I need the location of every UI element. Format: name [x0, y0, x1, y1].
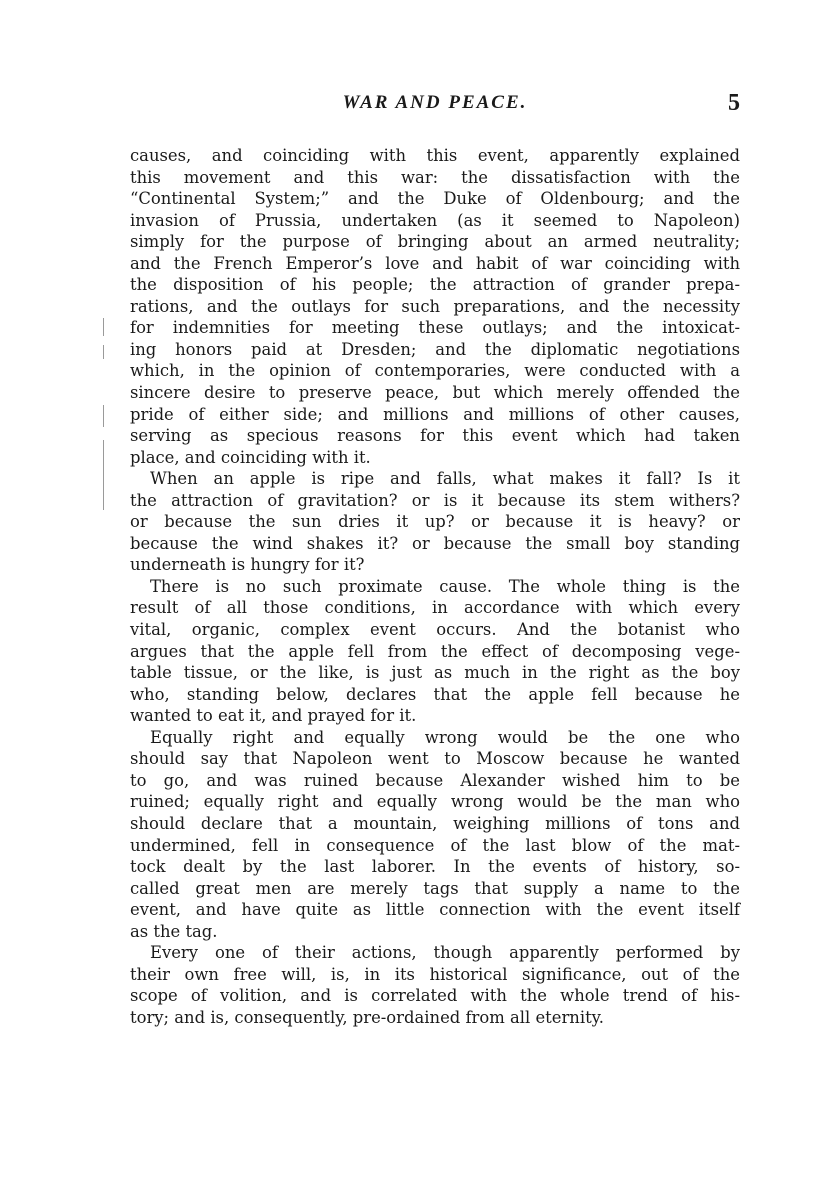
- text-line: ruined; equally right and equally wrong would be the man who: [130, 792, 740, 812]
- text-line: rations, and the outlays for such preparations, and the necessity: [130, 296, 740, 316]
- running-title: WAR AND PEACE.: [342, 92, 528, 113]
- text-line: called great men are merely tags that supply a name to the: [130, 878, 740, 898]
- text-line: event, and have quite as little connection with the event itself: [130, 900, 740, 920]
- page-number: 5: [728, 90, 740, 116]
- text-line: tory; and is, consequently, pre-ordained from all eternity.: [130, 1007, 604, 1027]
- body-text: [130, 145, 740, 1028]
- text-line: wanted to eat it, and prayed for it.: [130, 706, 417, 726]
- text-line: There is no such proximate cause. The whole thing is the: [150, 576, 740, 596]
- text-line: serving as specious reasons for this event which had taken: [130, 426, 740, 446]
- text-line: scope of volition, and is correlated with the whole trend of his-: [130, 986, 740, 1006]
- margin-mark: [103, 405, 104, 427]
- margin-mark: [103, 318, 104, 336]
- text-line: simply for the purpose of bringing about an armed neutrality;: [130, 232, 740, 252]
- text-line: the disposition of his people; the attraction of grander prepa-: [130, 275, 740, 295]
- margin-mark: [103, 440, 104, 510]
- text-line: vital, organic, complex event occurs. And the botanist who: [130, 620, 740, 640]
- text-line: this movement and this war: the dissatisfaction with the: [130, 167, 740, 187]
- text-line: “Continental System;” and the Duke of Oldenbourg; and the: [130, 189, 740, 209]
- text-line: sincere desire to preserve peace, but which merely offended the: [130, 383, 740, 403]
- text-line: which, in the opinion of contemporaries, were conducted with a: [130, 361, 740, 381]
- text-line: argues that the apple fell from the effect of decomposing vege-: [130, 641, 740, 661]
- text-line: tock dealt by the last laborer. In the events of history, so-: [130, 857, 740, 877]
- text-line: place, and coinciding with it.: [130, 447, 371, 467]
- text-line: Equally right and equally wrong would be the one who: [150, 727, 740, 747]
- text-line: Every one of their actions, though apparently performed by: [150, 943, 740, 963]
- text-line: underneath is hungry for it?: [130, 555, 365, 575]
- text-line: as the tag.: [130, 921, 218, 941]
- running-head: [130, 92, 740, 122]
- text-line: to go, and was ruined because Alexander wished him to be: [130, 770, 740, 790]
- text-line: for indemnities for meeting these outlays; and the intoxicat-: [130, 318, 740, 338]
- text-line: should declare that a mountain, weighing millions of tons and: [130, 813, 740, 833]
- text-line: table tissue, or the like, is just as much in the right as the boy: [130, 663, 740, 683]
- text-line: result of all those conditions, in accordance with which every: [130, 598, 740, 618]
- text-line: because the wind shakes it? or because the small boy standing: [130, 533, 740, 553]
- text-line: When an apple is ripe and falls, what makes it fall? Is it: [150, 469, 740, 489]
- text-line: ing honors paid at Dresden; and the diplomatic negotiations: [130, 339, 740, 359]
- text-line: who, standing below, declares that the apple fell because he: [130, 684, 740, 704]
- text-line: undermined, fell in consequence of the last blow of the mat-: [130, 835, 740, 855]
- text-line: or because the sun dries it up? or because it is heavy? or: [130, 512, 740, 532]
- text-line: should say that Napoleon went to Moscow because he wanted: [130, 749, 740, 769]
- text-line: and the French Emperor’s love and habit of war coinciding with: [130, 253, 740, 273]
- margin-mark: [103, 345, 104, 359]
- text-line: causes, and coinciding with this event, apparently explained: [130, 146, 740, 165]
- text-line: pride of either side; and millions and millions of other causes,: [130, 404, 740, 424]
- text-line: their own free will, is, in its historical significance, out of the: [130, 964, 740, 984]
- text-line: the attraction of gravitation? or is it because its stem withers?: [130, 490, 740, 510]
- text-line: invasion of Prussia, undertaken (as it seemed to Napoleon): [130, 210, 740, 230]
